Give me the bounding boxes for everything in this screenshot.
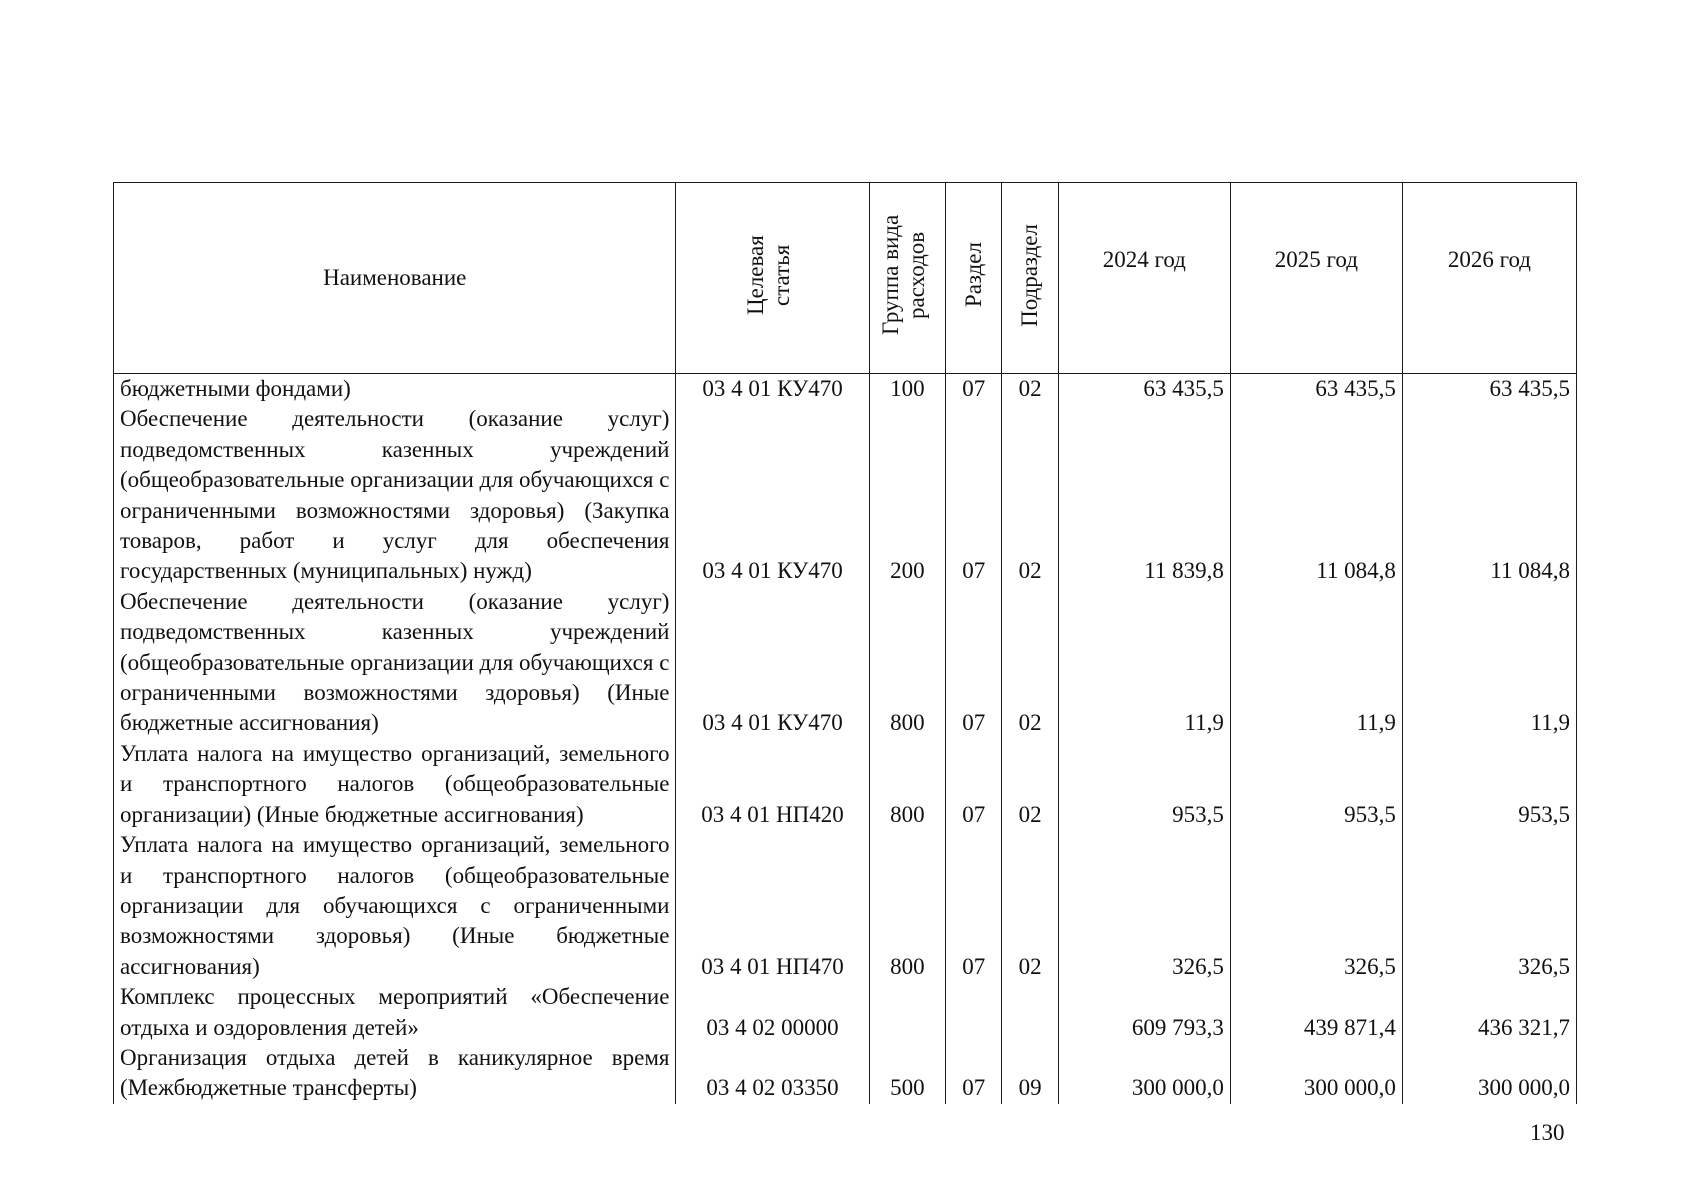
row-subsection: 02 — [1002, 374, 1058, 405]
row-subsection: 02 — [1002, 739, 1058, 830]
table-row — [114, 587, 1577, 739]
header-year-2026-label: 2026 год — [1447, 247, 1532, 272]
row-expense-group: 800 — [869, 739, 945, 830]
row-amount-2024: 300 000,0 — [1058, 1043, 1230, 1104]
row-amount-2026: 953,5 — [1402, 739, 1576, 830]
row-target-article: 03 4 01 КУ470 — [676, 404, 869, 586]
header-year-2024-label: 2024 год — [1102, 247, 1186, 272]
row-section: 07 — [946, 1043, 1002, 1104]
row-amount-2025: 439 871,4 — [1230, 982, 1402, 1043]
row-section: 07 — [946, 739, 1002, 830]
row-expense-group: 800 — [869, 830, 945, 982]
row-target-article: 03 4 01 НП420 — [676, 739, 869, 830]
header-subsection-label: Подраздел — [1017, 223, 1043, 327]
header-year-2025-label: 2025 год — [1274, 247, 1358, 272]
header-name — [114, 183, 676, 374]
row-target-article: 03 4 01 КУ470 — [676, 374, 869, 405]
row-name: Организация отдыха детей в каникулярное время (Межбюджетные трансферты) — [114, 1043, 676, 1104]
header-section — [946, 183, 1002, 374]
row-name: Обеспечение деятельности (оказание услуг) подведомственных казенных учреждений (общеобразовательные организации для обучающихся с ограниченными возможностями здоровья) (Закупка товаров, работ и услуг для обеспечения государственных (муниципальных) нужд) — [114, 404, 676, 586]
table-row — [114, 1043, 1577, 1104]
row-subsection: 02 — [1002, 830, 1058, 982]
header-year-2026 — [1402, 183, 1576, 374]
row-expense-group: 200 — [869, 404, 945, 586]
row-amount-2024: 326,5 — [1058, 830, 1230, 982]
row-name: Уплата налога на имущество организаций, земельного и транспортного налогов (общеобразовательные организации для обучающихся с ограниченными возможностями здоровья) (Иные бюджетные ассигнования) — [114, 830, 676, 982]
row-amount-2026: 300 000,0 — [1402, 1043, 1576, 1104]
table-row — [114, 982, 1577, 1043]
row-amount-2024: 609 793,3 — [1058, 982, 1230, 1043]
header-name-label: Наименование — [323, 265, 467, 290]
row-name: Уплата налога на имущество организаций, земельного и транспортного налогов (общеобразовательные организации) (Иные бюджетные ассигнования) — [114, 739, 676, 830]
header-year-2024 — [1058, 183, 1230, 374]
row-amount-2025: 953,5 — [1230, 739, 1402, 830]
row-amount-2025: 300 000,0 — [1230, 1043, 1402, 1104]
row-amount-2026: 326,5 — [1402, 830, 1576, 982]
row-expense-group — [869, 982, 945, 1043]
row-amount-2026: 11,9 — [1402, 587, 1576, 739]
table-row — [114, 374, 1577, 405]
row-name: Комплекс процессных мероприятий «Обеспечение отдыха и оздоровления детей» — [114, 982, 676, 1043]
row-name: бюджетными фондами) — [114, 374, 676, 405]
row-target-article: 03 4 01 НП470 — [676, 830, 869, 982]
page-number: 130 — [1530, 1120, 1565, 1145]
row-amount-2025: 326,5 — [1230, 830, 1402, 982]
row-amount-2024: 11,9 — [1058, 587, 1230, 739]
row-amount-2026: 63 435,5 — [1402, 374, 1576, 405]
row-amount-2024: 11 839,8 — [1058, 404, 1230, 586]
table-row — [114, 739, 1577, 830]
row-amount-2024: 63 435,5 — [1058, 374, 1230, 405]
row-section — [946, 982, 1002, 1043]
row-section: 07 — [946, 404, 1002, 586]
header-year-2025 — [1230, 183, 1402, 374]
header-section-label: Раздел — [960, 242, 986, 308]
row-amount-2025: 11 084,8 — [1230, 404, 1402, 586]
row-expense-group: 100 — [869, 374, 945, 405]
row-amount-2024: 953,5 — [1058, 739, 1230, 830]
table-body — [114, 374, 1577, 1104]
row-subsection: 02 — [1002, 587, 1058, 739]
row-subsection: 09 — [1002, 1043, 1058, 1104]
row-section: 07 — [946, 830, 1002, 982]
header-expense-group-label: Группа вида расходов — [878, 214, 930, 336]
row-name: Обеспечение деятельности (оказание услуг) подведомственных казенных учреждений (общеобразовательные организации для обучающихся с ограниченными возможностями здоровья) (Иные бюджетные ассигнования) — [114, 587, 676, 739]
table-row — [114, 830, 1577, 982]
budget-table — [113, 182, 1577, 1104]
header-target-article-label: Целевая статья — [742, 235, 794, 315]
header-expense-group — [869, 183, 945, 374]
row-target-article: 03 4 01 КУ470 — [676, 587, 869, 739]
row-target-article: 03 4 02 03350 — [676, 1043, 869, 1104]
row-expense-group: 800 — [869, 587, 945, 739]
row-section: 07 — [946, 587, 1002, 739]
row-target-article: 03 4 02 00000 — [676, 982, 869, 1043]
row-amount-2026: 11 084,8 — [1402, 404, 1576, 586]
table-row — [114, 404, 1577, 586]
row-amount-2026: 436 321,7 — [1402, 982, 1576, 1043]
header-row — [114, 183, 1577, 374]
row-subsection — [1002, 982, 1058, 1043]
row-amount-2025: 11,9 — [1230, 587, 1402, 739]
row-section: 07 — [946, 374, 1002, 405]
table-header — [114, 183, 1577, 374]
row-amount-2025: 63 435,5 — [1230, 374, 1402, 405]
row-subsection: 02 — [1002, 404, 1058, 586]
header-target-article — [676, 183, 869, 374]
row-expense-group: 500 — [869, 1043, 945, 1104]
header-subsection — [1002, 183, 1058, 374]
